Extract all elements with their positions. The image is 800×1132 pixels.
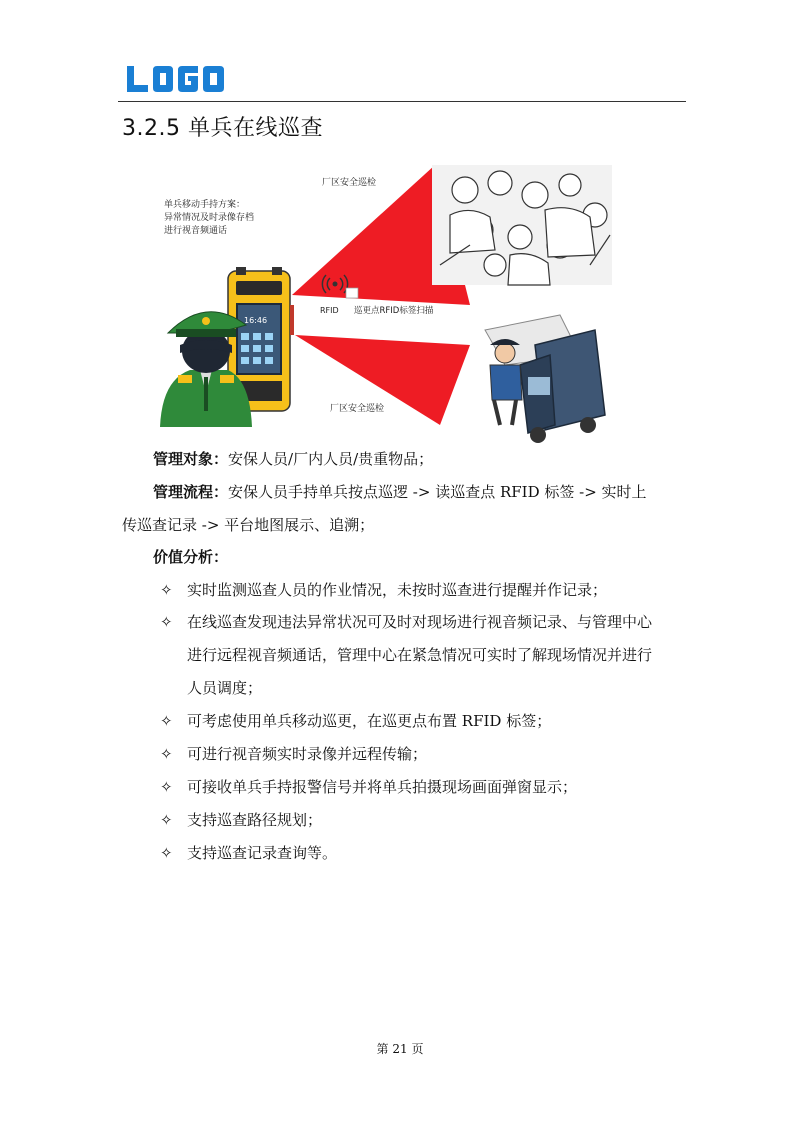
management-object-text: 安保人员/厂内人员/贵重物品； <box>228 450 434 468</box>
bullet-item-6 <box>160 804 322 836</box>
bullet-icon: ✧ <box>160 811 173 829</box>
rfid-label: RFID <box>320 306 339 315</box>
crowd-scene <box>432 165 612 285</box>
bullet-item-5 <box>160 771 577 803</box>
value-analysis-heading <box>153 541 228 573</box>
bullet-item-3 <box>160 705 551 737</box>
bullet-icon: ✧ <box>160 613 173 631</box>
device-time: 16:46 <box>244 316 268 325</box>
bullet-text: 支持巡查路径规划； <box>187 811 323 829</box>
bullet-icon: ✧ <box>160 745 173 763</box>
value-analysis-label: 价值分析： <box>153 548 229 566</box>
bullet-icon: ✧ <box>160 581 173 599</box>
bullet-icon: ✧ <box>160 712 173 730</box>
bullet-item-2-line-3: 人员调度； <box>187 679 263 697</box>
management-flow-line-1 <box>153 476 647 508</box>
plan-text-line-1: 单兵移动手持方案： <box>164 200 246 210</box>
bullet-item-2 <box>160 606 652 638</box>
management-flow-text-1: 安保人员手持单兵按点巡逻 -> 读巡查点 RFID 标签 -> 实时上 <box>228 483 647 501</box>
logo <box>127 64 231 96</box>
bullet-text: 实时监测巡查人员的作业情况，未按时巡查进行提醒并作记录； <box>187 581 608 599</box>
beam-label-bottom: 厂区安全巡检 <box>330 404 385 414</box>
header-divider <box>118 101 686 102</box>
patrol-illustration <box>150 155 620 445</box>
truck-scene <box>485 315 605 443</box>
bullet-text: 在线巡查发现违法异常状况可及时对现场进行视音频记录、与管理中心 <box>187 613 653 631</box>
plan-text-line-3: 进行视音频通话 <box>164 226 228 236</box>
bullet-text: 可进行视音频实时录像并远程传输； <box>187 745 428 763</box>
management-object <box>153 443 433 475</box>
management-flow-label: 管理流程： <box>153 483 229 501</box>
plan-text-line-2: 异常情况及时录像存档 <box>164 213 255 223</box>
rfid-scan-label: 巡更点RFID标签扫描 <box>354 306 434 316</box>
bullet-item-4 <box>160 738 427 770</box>
page-number: 第 21 页 <box>376 1042 424 1056</box>
bullet-text: 支持巡查记录查询等。 <box>187 844 338 862</box>
management-object-label: 管理对象： <box>153 450 229 468</box>
bullet-text: 可考虑使用单兵移动巡更，在巡更点布置 RFID 标签； <box>187 712 552 730</box>
bullet-item-2-line-2: 进行远程视音频通话，管理中心在紧急情况可实时了解现场情况并进行 <box>187 646 653 664</box>
bullet-icon: ✧ <box>160 844 173 862</box>
bullet-item-1 <box>160 574 607 606</box>
bullet-item-7 <box>160 837 337 869</box>
management-flow-line-2: 传巡查记录 -> 平台地图展示、追溯； <box>122 516 375 534</box>
section-title: 3.2.5 单兵在线巡查 <box>122 116 323 141</box>
bullet-text: 可接收单兵手持报警信号并将单兵拍摄现场画面弹窗显示； <box>187 778 578 796</box>
beam-label-top: 厂区安全巡检 <box>322 178 377 188</box>
bullet-icon: ✧ <box>160 778 173 796</box>
